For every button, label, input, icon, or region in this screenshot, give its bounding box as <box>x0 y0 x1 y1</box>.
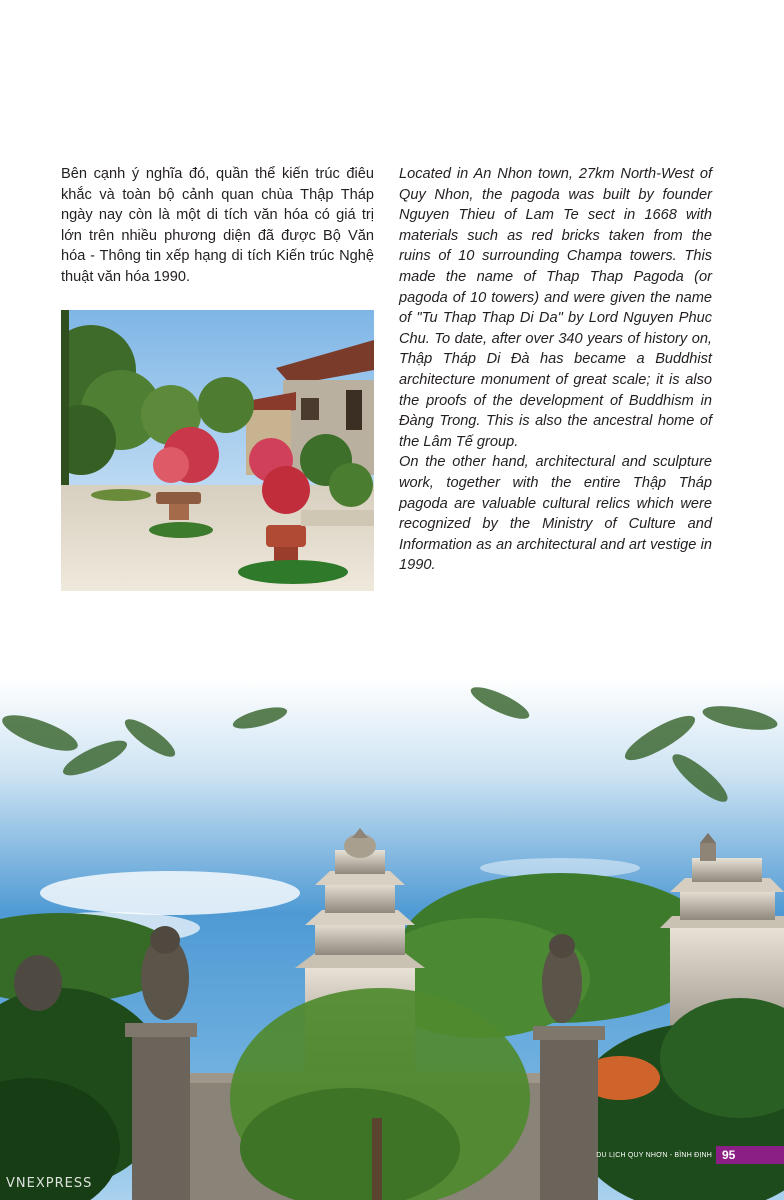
right-column <box>399 164 712 576</box>
english-paragraph-1: Located in An Nhon town, 27km North-West of Quy Nhon, the pagoda was built by founder Nguyen Thieu of Lam Te sect in 1668 with materials such as red bricks taken from the ruins of 10 surrounding Champa towers. This made the name of Thap Thap Pagoda (or pagoda of 10 towers) and were given the name of "Tu Thap Thap Di Da" by Lord Nguyen Phuc Chu. To date, after over 340 years of history on, Thập Tháp Di Đà has became a Buddhist architecture monument of great scale; it is also the proofs of the development of Buddhism in Đàng Trong. This is also the ancestral home of the Lâm Tế group. <box>399 166 712 450</box>
page-number: 95 <box>716 1146 784 1164</box>
left-column <box>61 164 374 288</box>
temple-photo <box>0 678 784 1200</box>
vietnamese-paragraph: Bên cạnh ý nghĩa đó, quần thể kiến trúc điêu khắc và toàn bộ cảnh quan chùa Thập Tháp ngày nay còn là một di tích văn hóa có giá trị lớn trên nhiều phương diện đã được Bộ Văn hóa - Thông tin xếp hạng di tích Kiến trúc Nghệ thuật văn hóa 1990. <box>61 166 374 285</box>
publisher-watermark: VNEXPRESS <box>6 1176 93 1191</box>
garden-photo <box>61 310 374 591</box>
english-paragraph-2: On the other hand, architectural and sculpture work, together with the entire Thập Tháp pagoda are valuable cultural relics which were recognized by the Ministry of Culture and Information as an architectural and art vestige in 1990. <box>399 454 712 574</box>
footer-caption: DU LỊCH QUY NHƠN - BÌNH ĐỊNH <box>596 1152 712 1159</box>
